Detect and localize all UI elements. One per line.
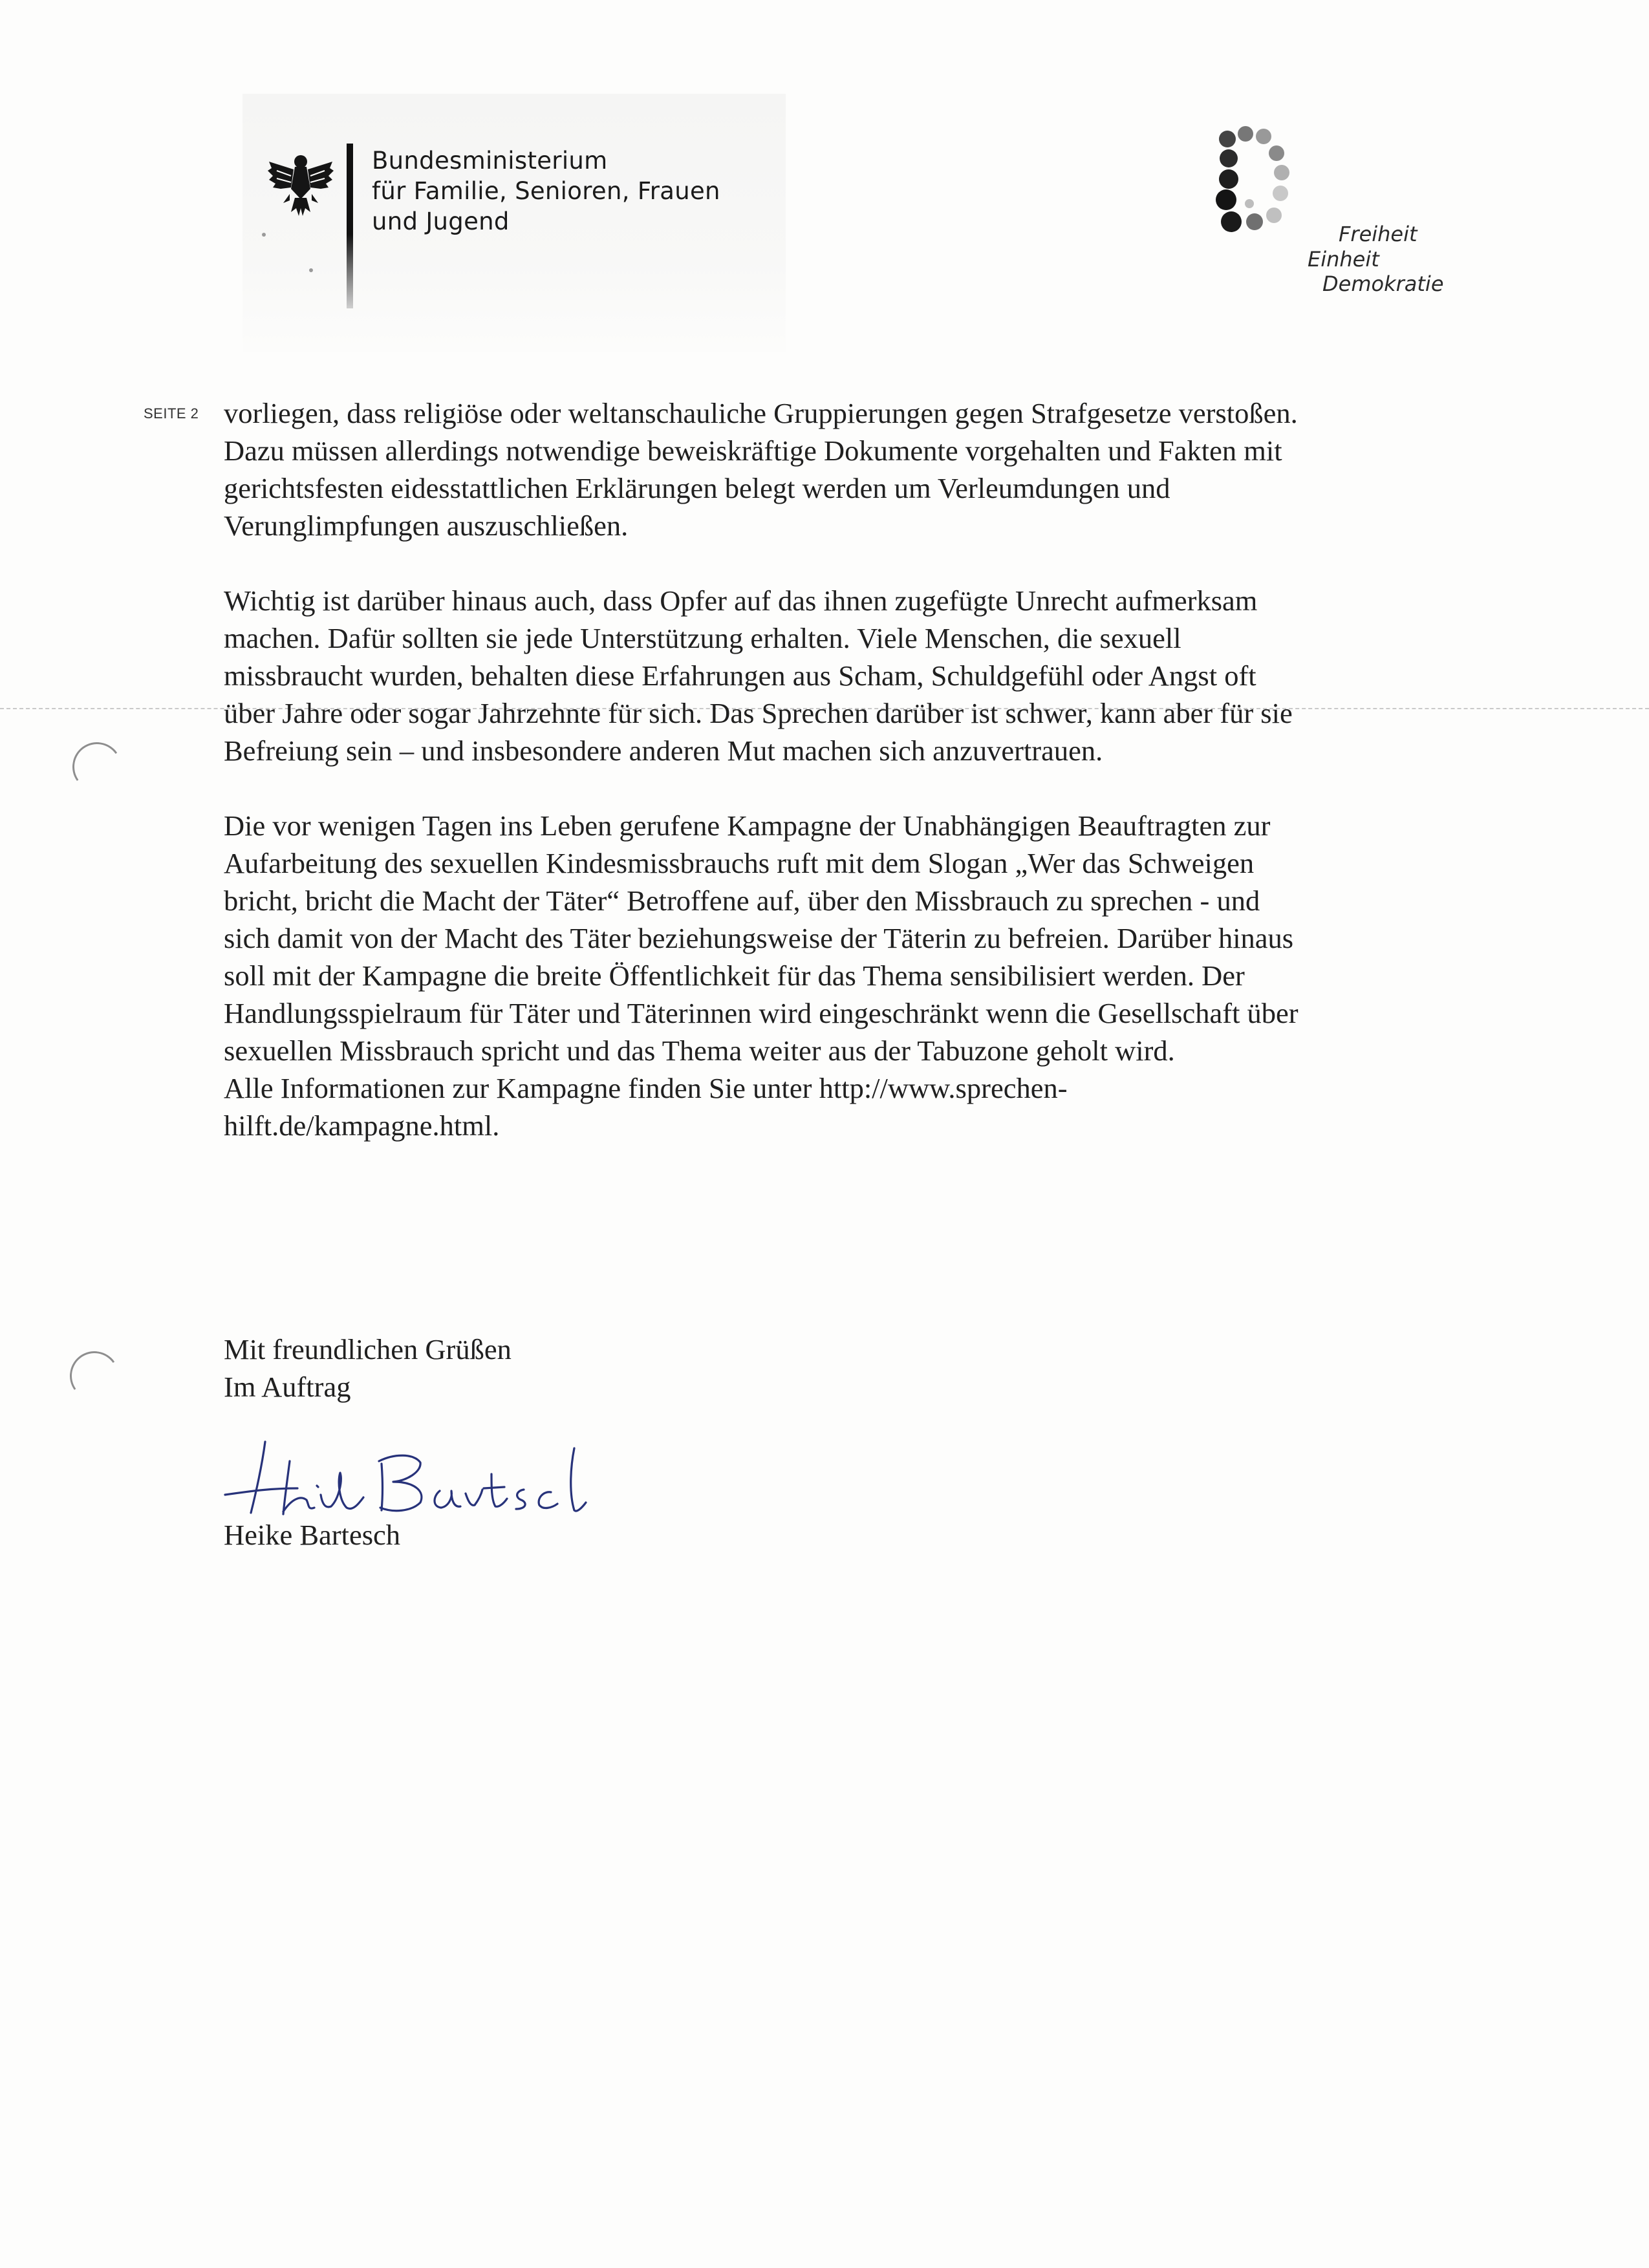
- scan-speck: [262, 233, 266, 237]
- logo-text-einheit: Einheit: [1308, 247, 1379, 272]
- text-line: bricht, bricht die Macht der Täter“ Betroffene auf, über den Missbrauch zu sprechen - und: [224, 884, 1260, 917]
- closing-on-behalf: Im Auftrag: [224, 1371, 351, 1403]
- freedom-unity-logo-icon: [1209, 126, 1339, 262]
- text-line: Die vor wenigen Tagen ins Leben gerufene Kampagne der Unabhängigen Beauftragten zur: [224, 809, 1271, 842]
- paragraph: [224, 582, 1498, 769]
- closing-block: [224, 1331, 512, 1406]
- text-line: sich damit von der Macht des Täter beziehungsweise der Täterin zu befreien. Darüber hinaus: [224, 922, 1294, 954]
- federal-eagle-icon: [265, 149, 336, 220]
- letter-body: [224, 394, 1498, 1144]
- text-line: über Jahre oder sogar Jahrzehnte für sich. Das Sprechen darüber ist schwer, kann aber für sie: [224, 697, 1293, 729]
- text-line: hilft.de/kampagne.html.: [224, 1109, 500, 1142]
- text-line: Handlungsspielraum für Täter und Täterinnen wird eingeschränkt wenn die Gesellschaft über: [224, 997, 1299, 1029]
- signer-name: Heike Bartesch: [224, 1519, 401, 1551]
- logo-text-demokratie: Demokratie: [1322, 272, 1444, 296]
- ministry-line: Bundesministerium: [372, 147, 608, 175]
- page-marker: SEITE 2: [144, 405, 199, 422]
- logo-text-freiheit: Freiheit: [1339, 222, 1417, 246]
- text-line: sexuellen Missbrauch spricht und das Thema weiter aus der Tabuzone geholt wird.: [224, 1034, 1175, 1067]
- paragraph-gap: [224, 769, 1498, 807]
- ministry-line: und Jugend: [372, 208, 510, 235]
- text-line: Wichtig ist darüber hinaus auch, dass Opfer auf das ihnen zugefügte Unrecht aufmerksam: [224, 584, 1258, 617]
- paragraph: [224, 394, 1498, 544]
- text-line: Verunglimpfungen auszuschließen.: [224, 509, 629, 542]
- text-line: soll mit der Kampagne die breite Öffentlichkeit für das Thema sensibilisiert werden. Der: [224, 959, 1245, 992]
- ministry-name: [372, 145, 720, 237]
- closing-greeting: Mit freundlichen Grüßen: [224, 1333, 512, 1365]
- text-line: Alle Informationen zur Kampagne finden Sie unter http://www.sprechen-: [224, 1072, 1068, 1104]
- scan-speck: [309, 268, 313, 272]
- ministry-color-bar: [347, 144, 353, 308]
- paragraph: [224, 807, 1498, 1144]
- text-line: Dazu müssen allerdings notwendige beweiskräftige Dokumente vorgehalten und Fakten mit: [224, 434, 1282, 467]
- text-line: Aufarbeitung des sexuellen Kindesmissbrauchs ruft mit dem Slogan „Wer das Schweigen: [224, 847, 1255, 879]
- punch-hole-top: [69, 738, 125, 795]
- text-line: missbraucht wurden, behalten diese Erfahrungen aus Scham, Schuldgefühl oder Angst oft: [224, 659, 1256, 692]
- punch-hole-bottom: [66, 1347, 123, 1404]
- paragraph-gap: [224, 544, 1498, 582]
- text-line: Befreiung sein – und insbesondere anderen Mut machen sich anzuvertrauen.: [224, 734, 1103, 767]
- text-line: machen. Dafür sollten sie jede Unterstützung erhalten. Viele Menschen, die sexuell: [224, 622, 1181, 654]
- text-line: vorliegen, dass religiöse oder weltanschauliche Gruppierungen gegen Strafgesetze verstoßen.: [224, 397, 1298, 429]
- ministry-line: für Familie, Senioren, Frauen: [372, 177, 720, 205]
- text-line: gerichtsfesten eidesstattlichen Erklärungen belegt werden um Verleumdungen und: [224, 472, 1170, 504]
